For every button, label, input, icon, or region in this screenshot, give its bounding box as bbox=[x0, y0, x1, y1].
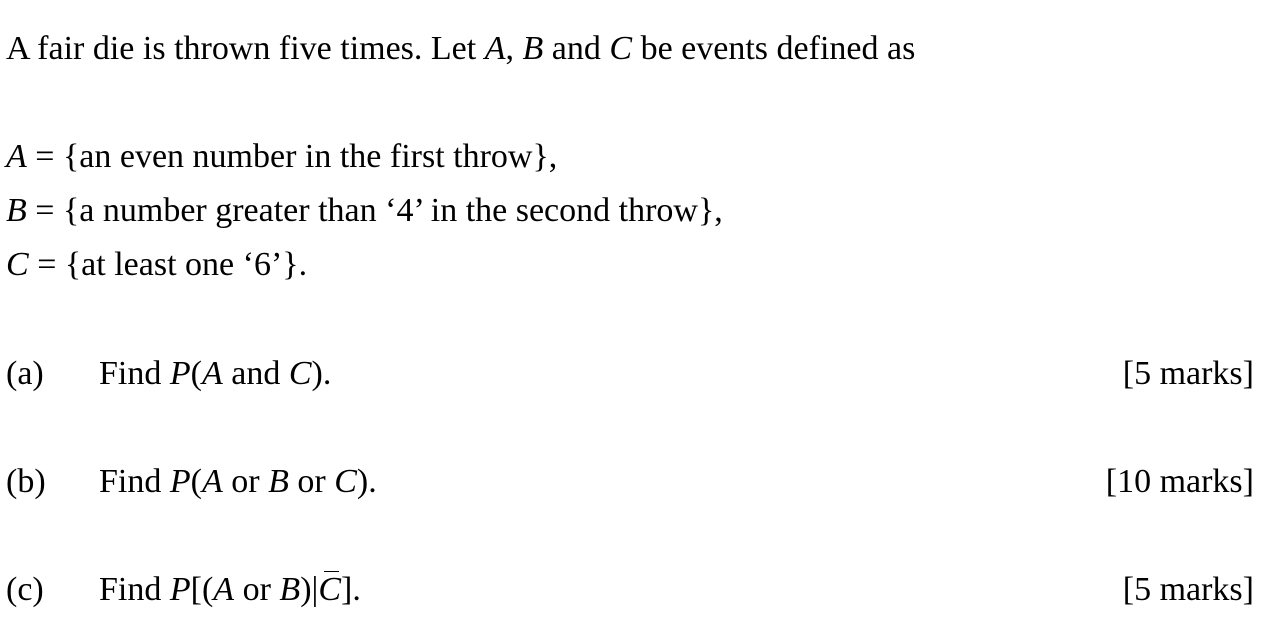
question-c-event-b: B bbox=[279, 571, 301, 608]
question-b bbox=[6, 465, 1254, 505]
question-b-or-2: or bbox=[288, 463, 335, 500]
intro-text-4: be events defined as bbox=[632, 30, 916, 67]
event-a-symbol: A bbox=[484, 30, 506, 67]
question-b-open: ( bbox=[190, 463, 202, 500]
question-a-event-c: C bbox=[288, 355, 312, 392]
question-c bbox=[6, 573, 1254, 613]
question-a-open: ( bbox=[190, 355, 202, 392]
question-c-or: or bbox=[234, 571, 280, 608]
question-b-p: P bbox=[169, 463, 191, 500]
question-b-find: Find bbox=[99, 463, 170, 500]
question-c-open: [( bbox=[190, 571, 214, 608]
question-b-marks: [10 marks] bbox=[1105, 463, 1254, 500]
question-c-p: P bbox=[169, 571, 191, 608]
question-c-close: ]. bbox=[341, 571, 361, 608]
definition-c-symbol: C bbox=[6, 246, 29, 283]
definition-b-symbol: B bbox=[6, 192, 27, 229]
question-a-p: P bbox=[169, 355, 191, 392]
question-a-event-a: A bbox=[201, 355, 223, 392]
question-b-close: ). bbox=[356, 463, 377, 500]
question-b-or-1: or bbox=[222, 463, 269, 500]
question-a-text bbox=[99, 357, 331, 391]
question-b-event-c: C bbox=[334, 463, 357, 500]
question-a-and: and bbox=[222, 355, 289, 392]
question-c-event-c-complement: C bbox=[318, 571, 342, 608]
event-c-symbol: C bbox=[609, 30, 633, 67]
definition-c bbox=[6, 248, 307, 282]
question-a-close: ). bbox=[311, 355, 332, 392]
definition-b-text: = {a number greater than ‘4’ in the second throw}, bbox=[26, 192, 723, 229]
question-c-find: Find bbox=[99, 571, 170, 608]
question-b-event-b: B bbox=[268, 463, 289, 500]
question-a-label: (a) bbox=[6, 355, 44, 392]
question-c-text bbox=[99, 573, 361, 607]
question-a-marks: [5 marks] bbox=[1122, 355, 1254, 392]
question-a bbox=[6, 357, 1254, 397]
question-b-text bbox=[99, 465, 377, 499]
definition-a-symbol: A bbox=[6, 138, 27, 175]
intro-sentence bbox=[6, 32, 915, 66]
intro-text-1: A fair die is thrown five times. Let bbox=[6, 30, 485, 67]
question-b-event-a: A bbox=[201, 463, 223, 500]
question-b-label: (b) bbox=[6, 463, 46, 500]
question-c-label: (c) bbox=[6, 571, 44, 608]
question-c-given: )| bbox=[300, 571, 319, 608]
intro-text-3: and bbox=[543, 30, 610, 67]
definition-c-text: = {at least one ‘6’}. bbox=[28, 246, 308, 283]
definition-a bbox=[6, 140, 557, 174]
intro-text-2: , bbox=[505, 30, 523, 67]
definition-b bbox=[6, 194, 723, 228]
question-c-event-a: A bbox=[213, 571, 235, 608]
question-c-marks: [5 marks] bbox=[1122, 571, 1254, 608]
question-a-find: Find bbox=[99, 355, 170, 392]
event-b-symbol: B bbox=[522, 30, 544, 67]
definition-a-text: = {an even number in the first throw}, bbox=[26, 138, 558, 175]
